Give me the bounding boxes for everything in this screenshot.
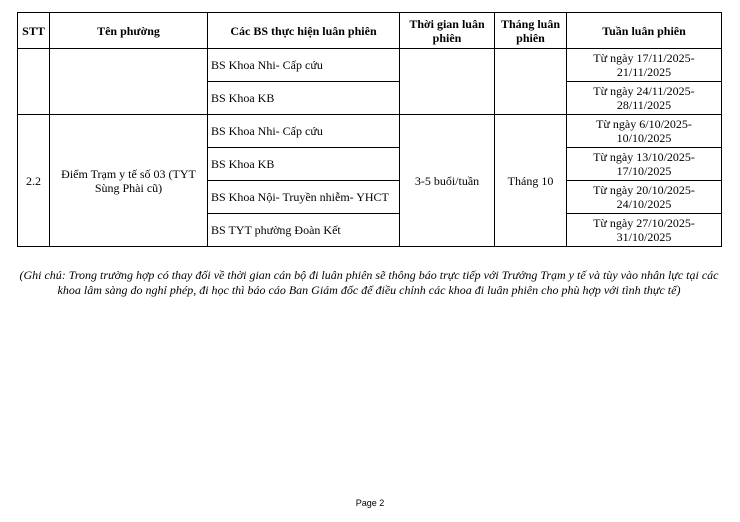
week-cell: Từ ngày 17/11/2025-21/11/2025 <box>567 49 722 82</box>
week-cell: Từ ngày 6/10/2025-10/10/2025 <box>567 115 722 148</box>
month-cell: Tháng 10 <box>495 115 567 247</box>
ward-cell-empty <box>50 49 208 115</box>
week-cell: Từ ngày 24/11/2025-28/11/2025 <box>567 82 722 115</box>
week-cell: Từ ngày 27/10/2025-31/10/2025 <box>567 214 722 247</box>
time-cell-empty <box>400 49 495 115</box>
header-week: Tuần luân phiên <box>567 13 722 49</box>
time-cell: 3-5 buổi/tuần <box>400 115 495 247</box>
doctor-cell: BS Khoa Nhi- Cấp cứu <box>208 115 400 148</box>
header-doctors: Các BS thực hiện luân phiên <box>208 13 400 49</box>
doctor-cell: BS Khoa Nhi- Cấp cứu <box>208 49 400 82</box>
header-stt: STT <box>18 13 50 49</box>
header-ward: Tên phường <box>50 13 208 49</box>
header-time: Thời gian luân phiên <box>400 13 495 49</box>
week-cell: Từ ngày 13/10/2025-17/10/2025 <box>567 148 722 181</box>
header-month: Tháng luân phiên <box>495 13 567 49</box>
footnote: (Ghi chú: Trong trường hợp có thay đổi về thời gian cán bộ đi luân phiên sẽ thông báo trực tiếp với Trưởng Trạm y tế và tùy vào nhân lực tại các khoa lâm sàng do nghỉ phép, đi học thì báo cáo Ban Giám đốc để điều chỉnh các khoa đi luân phiên cho phù hợp với tình thực tế) <box>19 268 719 297</box>
doctor-cell: BS TYT phường Đoàn Kết <box>208 214 400 247</box>
month-cell-empty <box>495 49 567 115</box>
week-cell: Từ ngày 20/10/2025-24/10/2025 <box>567 181 722 214</box>
ward-cell: Điểm Trạm y tế số 03 (TYT Sùng Phài cũ) <box>50 115 208 247</box>
page-number: Page 2 <box>355 498 385 508</box>
doctor-cell: BS Khoa Nội- Truyền nhiễm- YHCT <box>208 181 400 214</box>
rotation-table <box>17 12 722 247</box>
table-row <box>18 49 722 82</box>
doctor-cell: BS Khoa KB <box>208 82 400 115</box>
table-header-row <box>18 13 722 49</box>
stt-cell-empty <box>18 49 50 115</box>
table-row <box>18 115 722 148</box>
doctor-cell: BS Khoa KB <box>208 148 400 181</box>
stt-cell: 2.2 <box>18 115 50 247</box>
